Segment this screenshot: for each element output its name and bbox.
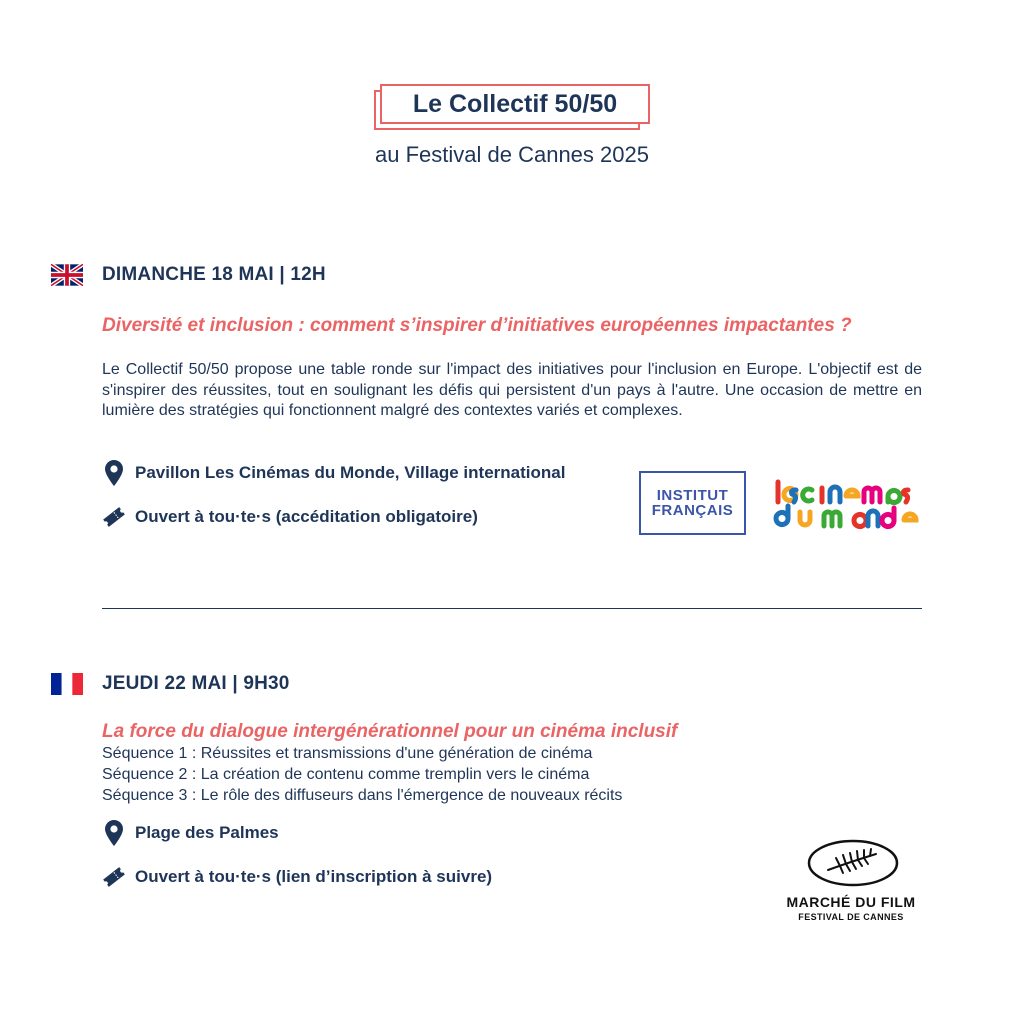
event-1-access: Ouvert à tou·te·s (accéditation obligatoire) (135, 507, 478, 526)
event-1-location-row (102, 459, 565, 487)
event-1-location: Pavillon Les Cinémas du Monde, Village international (135, 463, 566, 482)
event-2-access-row (102, 863, 492, 891)
title-frame (374, 84, 650, 130)
marche-du-film-logo (780, 834, 922, 930)
event-1-access-row (102, 503, 478, 531)
map-pin-icon (102, 819, 126, 847)
event-2-location: Plage des Palmes (135, 823, 279, 842)
institut-francais-logo (639, 471, 746, 535)
institut-francais-line2: FRANÇAIS (651, 502, 734, 519)
uk-flag-icon (51, 264, 83, 286)
event-1-date: DIMANCHE 18 MAI | 12H (102, 264, 326, 285)
event-2-date: JEUDI 22 MAI | 9H30 (102, 673, 290, 694)
ticket-icon (102, 863, 126, 891)
map-pin-icon (102, 459, 126, 487)
event-2-location-row (102, 819, 279, 847)
page-title: Le Collectif 50/50 (412, 90, 618, 118)
section-divider (102, 608, 922, 609)
event-2-access: Ouvert à tou·te·s (lien d’inscription à suivre) (135, 867, 493, 886)
event-2-sequence-3: Séquence 3 : Le rôle des diffuseurs dans l'émergence de nouveaux récits (102, 787, 623, 804)
palm-emblem-icon (806, 838, 900, 888)
les-cinemas-du-monde-logo (772, 476, 922, 534)
event-1-description: Le Collectif 50/50 propose une table ronde sur l'impact des initiatives pour l'inclusion en Europe. L'objectif est de s'inspirer des réussites, tout en soulignant les défis qui persistent d'un pays à l'autre. Une occasion de mettre en lumière des stratégies qui fonctionnent malgré des contextes variés et complexes. (102, 361, 922, 419)
marche-du-film-line1: MARCHÉ DU FILM (786, 894, 916, 910)
page-subtitle: au Festival de Cannes 2025 (375, 142, 649, 167)
france-flag-icon (51, 673, 83, 695)
event-2-sequence-1: Séquence 1 : Réussites et transmissions d'une génération de cinéma (102, 745, 593, 762)
event-2-sequence-2: Séquence 2 : La création de contenu comme tremplin vers le cinéma (102, 766, 590, 783)
institut-francais-line1: INSTITUT (656, 487, 729, 504)
marche-du-film-line2: FESTIVAL DE CANNES (798, 912, 904, 922)
event-1-title: Diversité et inclusion : comment s’inspirer d’initiatives européennes impactantes ? (102, 315, 852, 336)
ticket-icon (102, 503, 126, 531)
event-2-title: La force du dialogue intergénérationnel pour un cinéma inclusif (102, 721, 678, 742)
